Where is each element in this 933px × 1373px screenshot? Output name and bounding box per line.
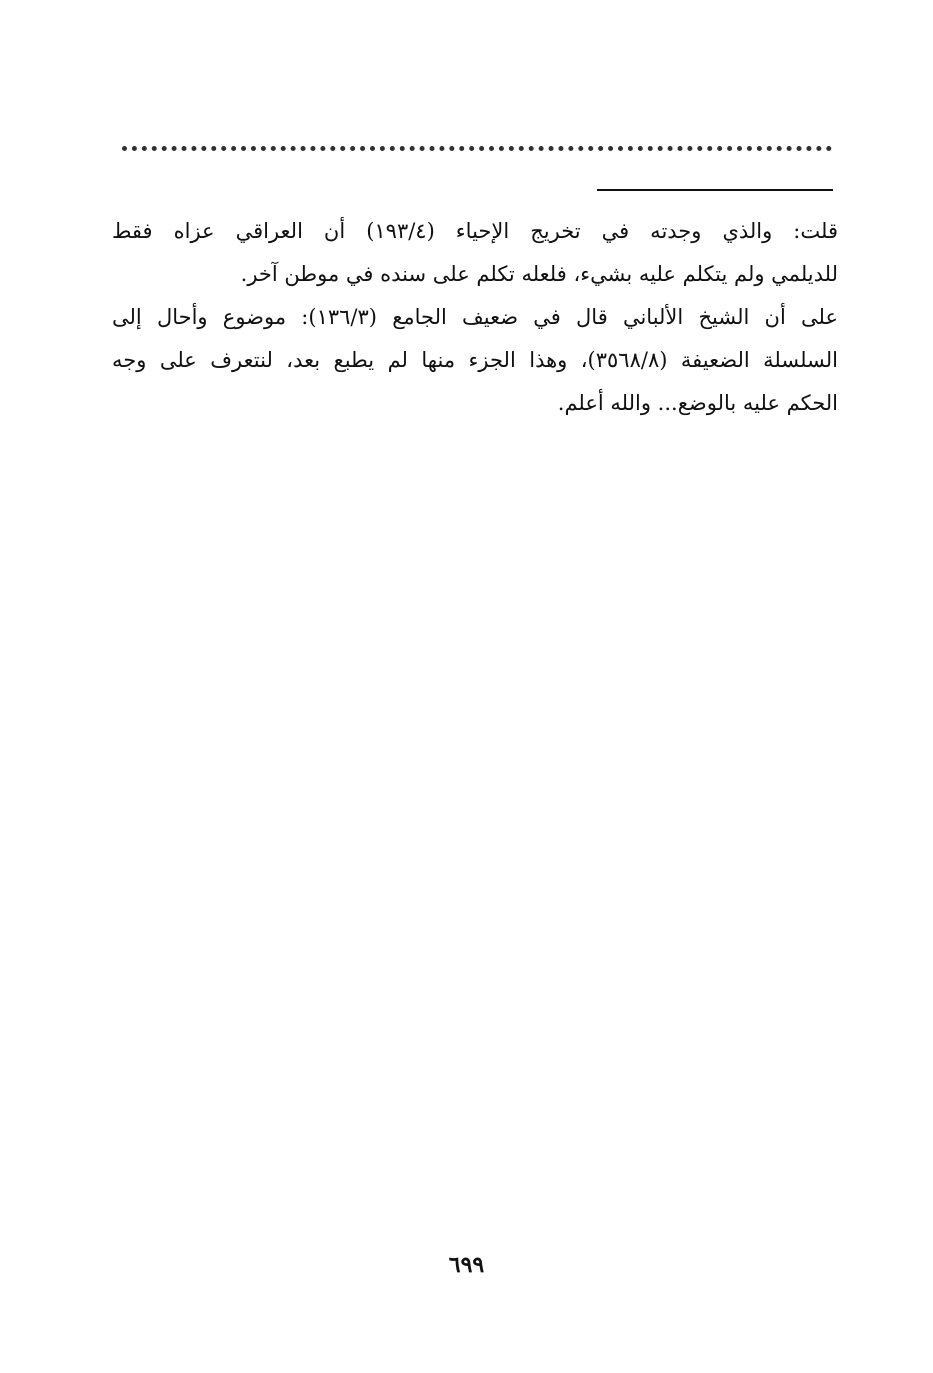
footnote-line: قلت: والذي وجدته في تخريج الإحياء (١٩٣/٤) أن العراقي عزاه فقط (112, 219, 838, 243)
footnote-line: على أن الشيخ الألباني قال في ضعيف الجامع (١٣٦/٣): موضوع وأحال إلى (112, 305, 838, 329)
footnote-line: الحكم عليه بالوضع... والله أعلم. (557, 391, 838, 415)
page-number: ٦٩٩ (448, 1252, 485, 1278)
footnote-paragraph-1 (112, 210, 838, 296)
footnote-separator-line (597, 189, 833, 191)
footnote-line: السلسلة الضعيفة (٣٥٦٨/٨)، وهذا الجزء منها لم يطبع بعد، لنتعرف على وجه (112, 348, 838, 372)
footnote-paragraph-2 (112, 296, 838, 425)
footnote-text (112, 210, 838, 425)
footnote-line: للديلمي ولم يتكلم عليه بشيء، فلعله تكلم على سنده في موطن آخر. (240, 262, 838, 286)
dotted-separator (122, 146, 832, 151)
